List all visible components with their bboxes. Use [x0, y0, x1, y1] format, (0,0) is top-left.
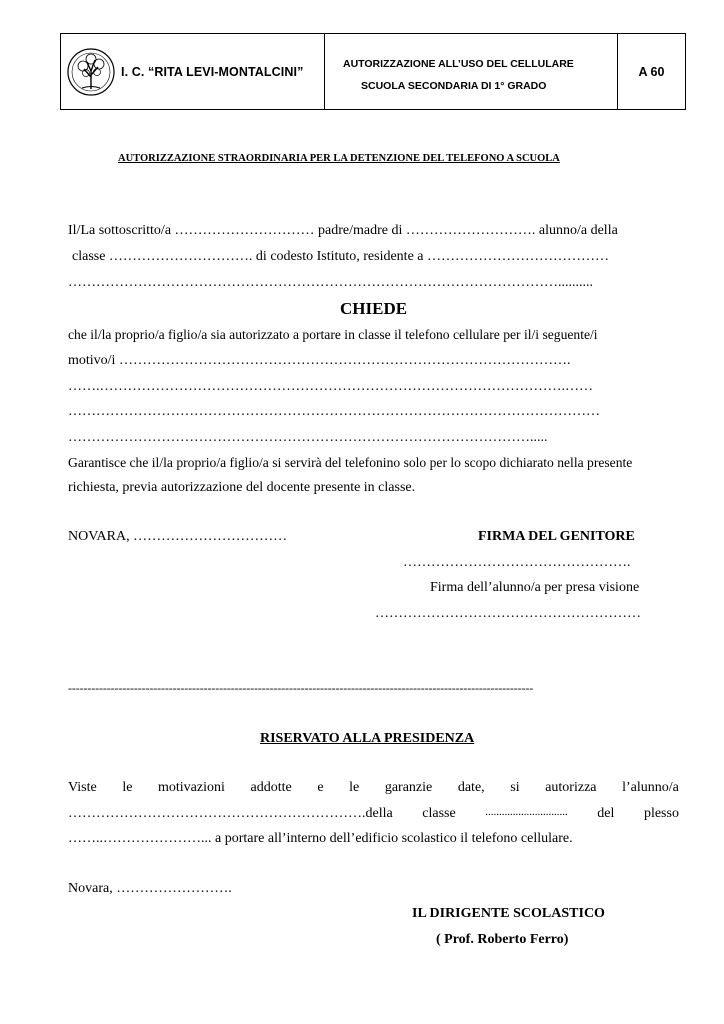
school-name: I. C. “RITA LEVI-MONTALCINI” [121, 65, 304, 79]
head-title: IL DIRIGENTE SCOLASTICO [412, 906, 605, 921]
body-line-1: Il/La sottoscritto/a ………………………… padre/madre di ………………………. alunno/a della [68, 223, 618, 238]
request-line-5: ………………………………………………………………………………………..... [68, 430, 548, 445]
reserved-word: l’alunno/a [622, 780, 679, 795]
header-school-cell [61, 34, 325, 109]
form-code: A 60 [638, 64, 665, 79]
place-date: NOVARA, …………………………… [68, 529, 288, 544]
reserved-word: date, [457, 780, 485, 795]
reserved-word: Viste [68, 780, 97, 795]
student-signature-line: ………………………………………………… [375, 606, 641, 621]
reserved-date: Novara, ……………………. [68, 881, 232, 896]
reserved-word: si [510, 780, 520, 795]
tree-seal-logo-icon [66, 47, 116, 97]
reserved-line-1 [68, 781, 679, 795]
class-label: classe [422, 806, 456, 821]
reserved-title: RISERVATO ALLA PRESIDENZA [260, 731, 475, 746]
del-word: del [597, 806, 615, 821]
reserved-word: motivazioni [158, 780, 225, 795]
class-blank: .............................. [485, 806, 568, 818]
reserved-word: garanzie [384, 780, 433, 795]
parent-signature-label: FIRMA DEL GENITORE [478, 529, 635, 544]
guarantee-line-2: richiesta, previa autorizzazione del docente presente in classe. [68, 480, 416, 495]
request-line-4: …………………………………………………………………………………………………… [68, 404, 600, 419]
form-subtitle: SCUOLA SECONDARIA DI 1° GRADO [361, 80, 547, 92]
guarantee-line-1: Garantisce che il/la proprio/a figlio/a si servirà del telefonino solo per lo scopo dichiarato nella presente [68, 455, 633, 470]
form-title: AUTORIZZAZIONE ALL’USO DEL CELLULARE [343, 58, 574, 70]
header-title-cell [325, 34, 618, 109]
separator-line: ------------------------------------------------------------------------------------------------------------------------ [68, 681, 534, 695]
reserved-word: le [349, 780, 360, 795]
reserved-line-2 [68, 807, 679, 821]
chiede-heading: CHIEDE [340, 299, 408, 318]
reserved-word: addotte [250, 780, 292, 795]
plesso-word: plesso [643, 806, 679, 821]
body-line-3: …………………………………………………………………………………………….......... [68, 275, 593, 290]
head-name: ( Prof. Roberto Ferro) [436, 932, 569, 947]
body-line-2: classe …………………………. di codesto Istituto, residente a ………………………………… [72, 249, 609, 264]
student-signature-label: Firma dell’alunno/a per presa visione [430, 580, 640, 595]
parent-signature-line: …………………………………………. [403, 555, 631, 570]
student-name-blank: ……………………………………………………….della [68, 806, 393, 821]
request-line-2: motivo/i ……………………………………………………………………………………. [68, 353, 571, 368]
reserved-word: autorizza [545, 780, 597, 795]
request-line-3: …….……………………………………………………………………………………….…… [68, 379, 593, 394]
document-header [60, 33, 686, 110]
header-code-cell [618, 34, 685, 109]
request-line-1: che il/la proprio/a figlio/a sia autorizzato a portare in classe il telefono cellulare per il/i seguente/i [68, 327, 598, 342]
document-title: AUTORIZZAZIONE STRAORDINARIA PER LA DETENZIONE DEL TELEFONO A SCUOLA [118, 153, 560, 164]
reserved-line-3: ……..…………………... a portare all’interno dell’edificio scolastico il telefono cellulare. [68, 831, 573, 846]
reserved-word: le [122, 780, 133, 795]
reserved-word: e [317, 780, 324, 795]
